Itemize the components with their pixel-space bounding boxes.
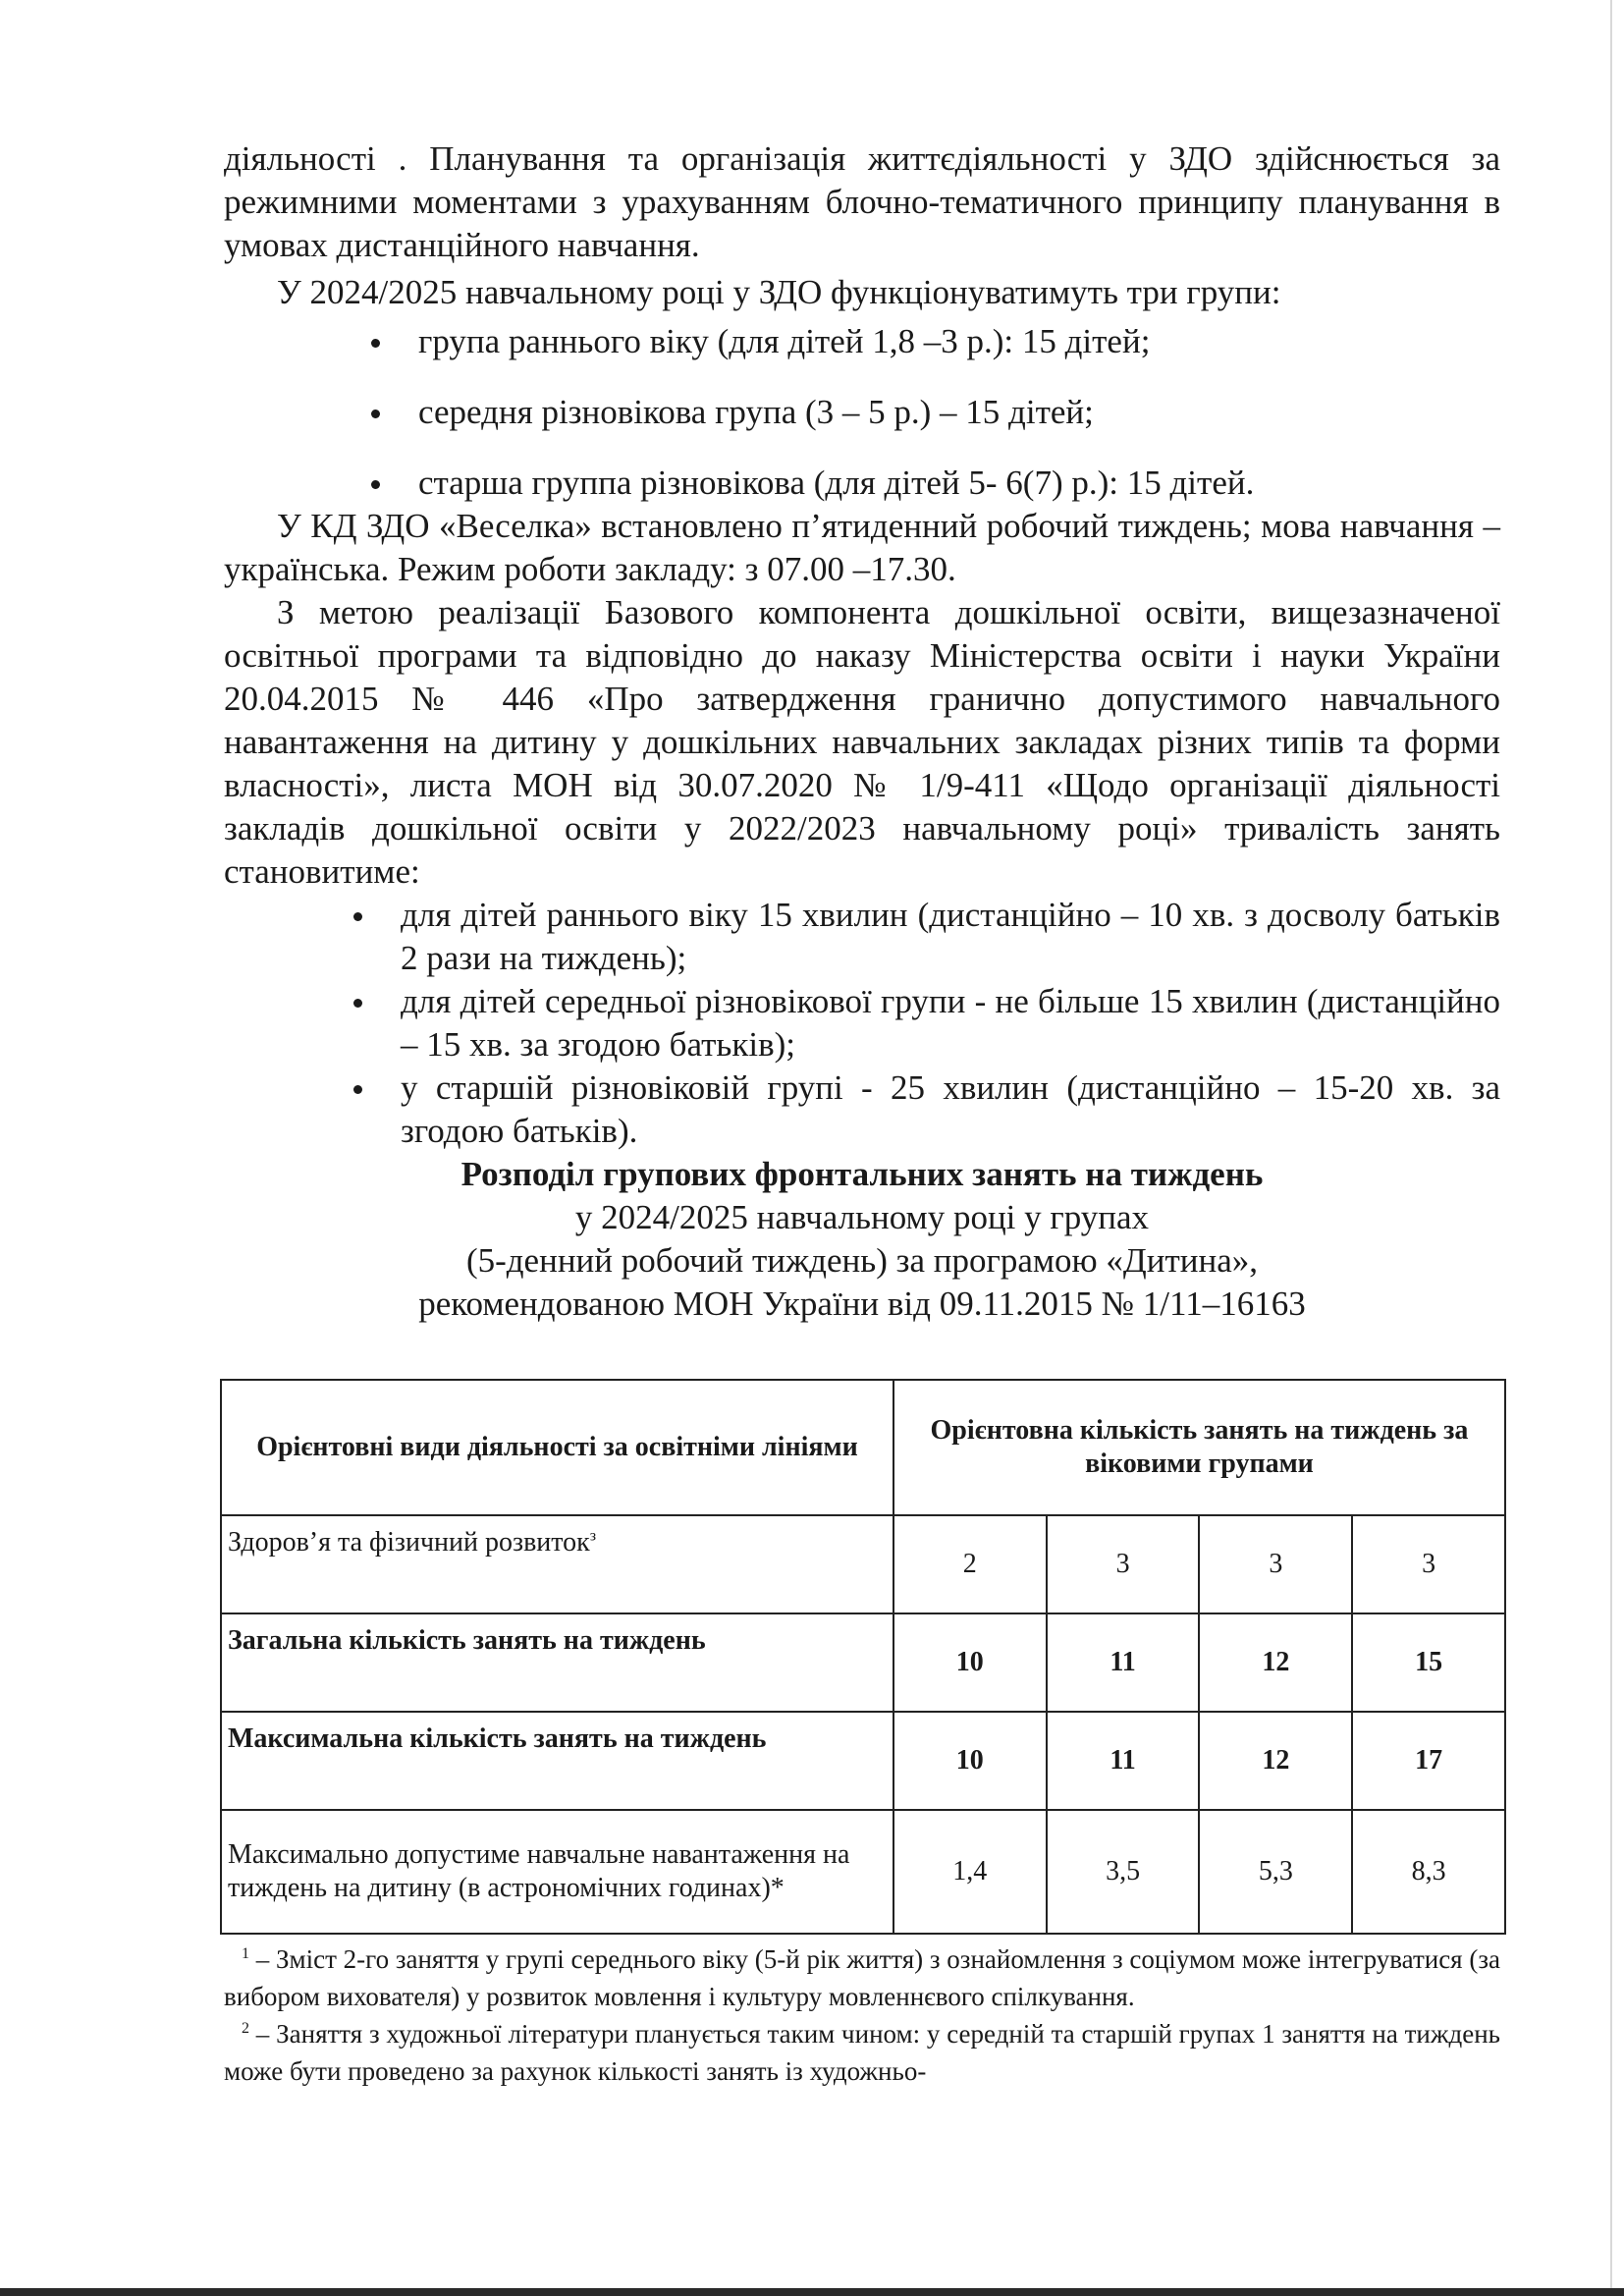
table-cell: 11 <box>1047 1712 1200 1810</box>
list-item: група раннього віку (для дітей 1,8 –3 р.): 15 дітей; <box>371 320 1500 363</box>
table-header-cell: Орієнтовна кількість занять на тиждень за віковими групами <box>893 1380 1505 1515</box>
table-cell: 3,5 <box>1047 1810 1200 1934</box>
table-cell: 5,3 <box>1199 1810 1352 1934</box>
activities-table <box>220 1379 1506 1935</box>
table-cell: 8,3 <box>1352 1810 1505 1934</box>
table-cell: 10 <box>893 1613 1047 1712</box>
table-cell: 3 <box>1199 1515 1352 1613</box>
footnote: $^2$ – Заняття з художньої літератури планується таким чином: у середній та старшій групах 1 заняття на тиждень може бути проведено за рахунок кількості занять із художньо- <box>224 2019 1500 2086</box>
section-subtitle: (5-денний робочий тиждень) за програмою «Дитина», <box>465 1241 1259 1280</box>
table-row-label: Максимально допустиме навчальне навантаження на тиждень на дитину (в астрономічних годинах)* <box>221 1810 893 1934</box>
section-title: Розподіл групових фронтальних занять на тиждень <box>460 1155 1264 1193</box>
table-cell: 17 <box>1352 1712 1505 1810</box>
body-text <box>224 137 1500 1326</box>
footnotes <box>224 1941 1500 2090</box>
table-header-cell: Орієнтовні види діяльності за освітніми лініями <box>221 1380 893 1515</box>
scan-edge <box>1610 0 1612 2288</box>
table-cell: 3 <box>1352 1515 1505 1613</box>
table-row-label: Загальна кількість занять на тиждень <box>221 1613 893 1712</box>
table-row <box>221 1712 1505 1810</box>
table-cell: 15 <box>1352 1613 1505 1712</box>
footnote: $^1$ – Зміст 2-го заняття у групі середнього віку (5-й рік життя) з ознайомлення з соціумом може інтегруватися (за вибором вихователя) у розвиток мовлення і культуру мовленнєвого спілкування. <box>224 1944 1500 2011</box>
table-cell: 10 <box>893 1712 1047 1810</box>
paragraph-work-mode: У КД ЗДО «Веселка» встановлено п’ятиденний робочий тиждень; мова навчання – українська. Режим роботи закладу: з 07.00 –17.30. <box>224 507 1500 588</box>
groups-list <box>224 320 1500 505</box>
list-item: для дітей середньої різновікової групи - не більше 15 хвилин (дистанційно – 15 хв. за згодою батьків); <box>353 980 1500 1066</box>
paragraph-planning: діяльності . Планування та організація життєдіяльності у ЗДО здійснюється за режимними моментами з урахуванням блочно-тематичного принципу планування в умовах дистанційного навчання. <box>224 139 1500 264</box>
table-cell: 2 <box>893 1515 1047 1613</box>
table-row <box>221 1515 1505 1613</box>
table-cell: 12 <box>1199 1712 1352 1810</box>
paragraph-groups-intro: У 2024/2025 навчальному році у ЗДО функціонуватимуть три групи: <box>277 273 1281 311</box>
paragraph-legal-basis: З метою реалізації Базового компонента дошкільної освіти, вищезазначеної освітньої програми та відповідно до наказу Міністерства освіти і науки України 20.04.2015 № 446 «Про затвердження гранично допустимого навчального навантаження на дитину у дошкільних навчальних закладах різних типів та форми власності», листа МОН від 30.07.2020 № 1/9-411 «Щодо організації діяльності закладів дошкільної освіти у 2022/2023 навчальному році» тривалість занять становитиме: <box>224 593 1500 891</box>
table-row-label: Максимальна кількість занять на тиждень <box>221 1712 893 1810</box>
table-row <box>221 1613 1505 1712</box>
table-cell: 3 <box>1047 1515 1200 1613</box>
list-item: для дітей раннього віку 15 хвилин (дистанційно – 10 хв. з досволу батьків 2 рази на тиждень); <box>353 894 1500 980</box>
table-cell: 1,4 <box>893 1810 1047 1934</box>
table-row-label: Здоров’я та фізичний розвиток$^з$ <box>221 1515 893 1613</box>
table-row <box>221 1810 1505 1934</box>
scan-bottom-border <box>0 2288 1624 2296</box>
section-subtitle: рекомендованою МОН України від 09.11.2015 № 1/11–16163 <box>418 1285 1306 1323</box>
list-item: старша группа різновікова (для дітей 5- 6(7) р.): 15 дітей. <box>371 462 1500 505</box>
list-item: середня різновікова група (3 – 5 р.) – 15 дітей; <box>371 391 1500 434</box>
table-cell: 11 <box>1047 1613 1200 1712</box>
table-header-row <box>221 1380 1505 1515</box>
list-item: у старшій різновіковій групі - 25 хвилин (дистанційно – 15-20 хв. за згодою батьків). <box>353 1066 1500 1153</box>
table-cell: 12 <box>1199 1613 1352 1712</box>
durations-list <box>224 894 1500 1153</box>
section-subtitle: у 2024/2025 навчальному році у групах <box>574 1198 1150 1236</box>
